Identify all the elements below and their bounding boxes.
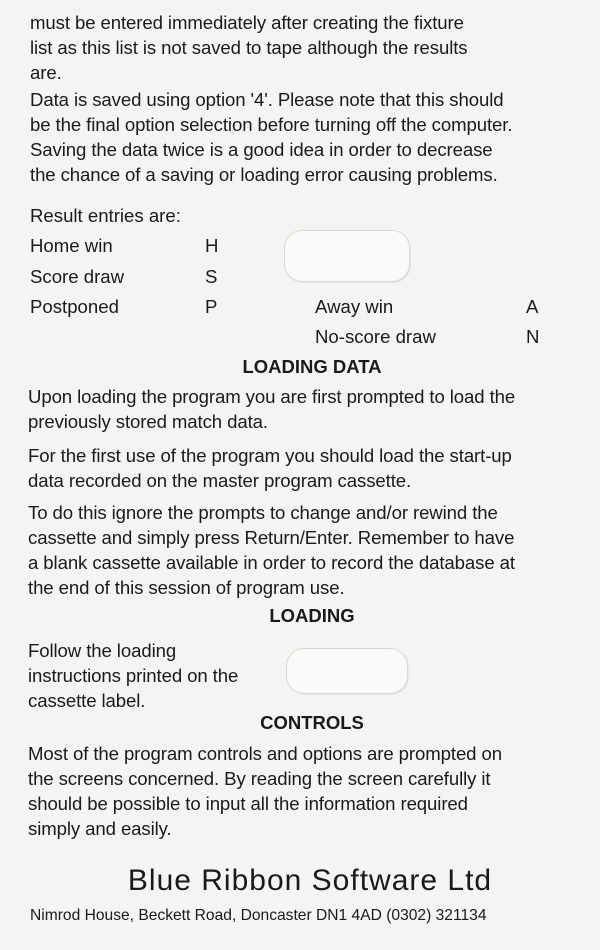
controls-heading: CONTROLS bbox=[260, 712, 364, 733]
result-code-home-win: H bbox=[205, 235, 219, 256]
company-name: Blue Ribbon Software Ltd bbox=[127, 864, 493, 897]
result-code-score-draw: S bbox=[205, 266, 218, 287]
blank-sticker-mark bbox=[284, 230, 410, 282]
loading-data-paragraph-prompt: Upon loading the program you are first prompted to load the previously stored match data. bbox=[28, 386, 516, 432]
controls-paragraph: Most of the program controls and options are prompted on the screens concerned. By reading the screen carefully it should be possible to input all the information required simply and easily. bbox=[28, 743, 502, 839]
blank-sticker-mark bbox=[286, 648, 408, 694]
intro-paragraph-saving: Data is saved using option '4'. Please note that this should be the final option selection before turning off the computer. Saving the data twice is a good idea in order to decrease the chance of a saving or loading error causing problems. bbox=[30, 89, 513, 185]
result-entries-heading: Result entries are: bbox=[30, 205, 181, 226]
result-label-no-score-draw: No-score draw bbox=[315, 326, 436, 347]
result-code-away-win: A bbox=[526, 296, 539, 317]
loading-data-heading: LOADING DATA bbox=[242, 356, 382, 377]
loading-data-paragraph-instructions: To do this ignore the prompts to change and/or rewind the cassette and simply press Return/Enter. Remember to have a blank cassette available in order to record the database at the end of this session of program use. bbox=[28, 502, 515, 598]
loading-heading: LOADING bbox=[269, 605, 355, 626]
loading-paragraph: Follow the loading instructions printed on the cassette label. bbox=[28, 640, 239, 711]
company-address: Nimrod House, Beckett Road, Doncaster DN1 4AD (0302) 321134 bbox=[30, 907, 487, 924]
result-code-postponed: P bbox=[205, 296, 218, 317]
loading-data-paragraph-first-use: For the first use of the program you should load the start-up data recorded on the master program cassette. bbox=[28, 445, 512, 491]
result-label-score-draw: Score draw bbox=[30, 266, 125, 287]
result-label-away-win: Away win bbox=[315, 296, 394, 317]
intro-paragraph-fixture: must be entered immediately after creating the fixture list as this list is not saved to tape although the results are. bbox=[30, 12, 468, 83]
result-code-no-score-draw: N bbox=[526, 326, 540, 347]
result-label-home-win: Home win bbox=[30, 235, 113, 256]
result-label-postponed: Postponed bbox=[30, 296, 119, 317]
